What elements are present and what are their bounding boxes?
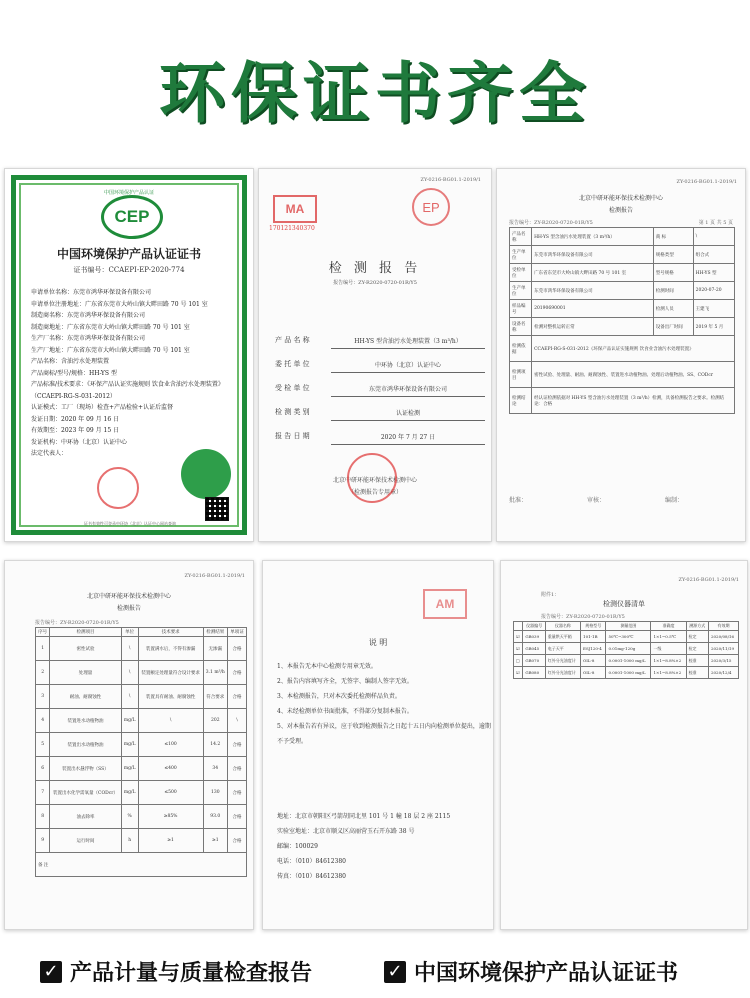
table-cell: OIL-8 <box>581 655 606 667</box>
table-cell: 检测依据 <box>510 336 532 362</box>
note-line: 4、未经检测单位书面批准，不得部分复制本报告。 <box>277 708 413 715</box>
green-emblem-icon <box>181 449 231 499</box>
table-cell: 2020/11/19 <box>708 643 738 655</box>
table-cell: 无渗漏 <box>203 637 228 661</box>
table-cell: 130 <box>203 781 228 805</box>
table-header-cell: 准确度 <box>651 622 686 631</box>
cma-seal-icon: MA <box>273 195 317 223</box>
report-notes-title: 说 明 <box>368 638 388 647</box>
report-cover-field <box>275 373 485 397</box>
table-cell: 0.0001-1000 mg/L <box>606 655 651 667</box>
table-row <box>510 388 735 414</box>
caption-report-text: 产品计量与质量检查报告 <box>70 961 313 986</box>
table-cell: 装置满水后，不得有渗漏 <box>138 637 203 661</box>
certificate-line: 发证机构：中环协（北京）认证中心 <box>31 438 128 446</box>
certificate-sheet <box>4 168 254 542</box>
note-line: 5、对本报告若有异议，应于收到检测报告之日起十五日内向检测单位提出，逾期不予受理。 <box>277 723 491 745</box>
table-cell: \ <box>693 228 734 246</box>
cep-logo-caption: 中国环境保护产品认证 <box>103 190 154 196</box>
table-cell: 东莞市鸿华环保设备有限公司 <box>532 246 654 264</box>
table-cell: 经认证检测依据对 HH-YS 型含油污水处理装置（3 m³/h）检测，具备检测报告之要求。检测结论：合格 <box>532 388 735 414</box>
table-cell: 装置出水动植物油 <box>50 733 121 757</box>
certificate-line: 申请单位名称：东莞市鸿华环保设备有限公司 <box>31 289 152 296</box>
table-cell: 红外分光油度计 <box>545 667 580 679</box>
table-cell: \ <box>228 709 247 733</box>
table-header-cell: 测量范围 <box>606 622 651 631</box>
address-line: 邮编：100029 <box>277 843 318 850</box>
table-cell: 设备出厂时间 <box>653 318 693 336</box>
table-header-cell: 规格型号 <box>581 622 606 631</box>
report-results-org: 北京中研环能环保技术检测中心 <box>86 593 171 600</box>
report-instruments-table <box>513 621 739 679</box>
table-cell: GB070 <box>523 655 545 667</box>
table-cell: ESJ120-4 <box>581 643 606 655</box>
table-row <box>36 853 247 877</box>
check-icon: ✓ <box>40 961 62 983</box>
table-cell: 4 <box>36 709 50 733</box>
table-row <box>510 362 735 388</box>
table-cell: 101-1B <box>581 631 606 643</box>
table-cell: 14.2 <box>203 733 228 757</box>
table-cell: 密性试验、处理量、耐油、耐腐蚀性、装置进水动植物油、处理后动植物油、SS、CODcr <box>532 362 735 388</box>
table-row <box>36 757 247 781</box>
table-cell: 校准 <box>686 655 708 667</box>
table-cell: HH-YS 型含油污水处理装置（3 m³/h） <box>532 228 654 246</box>
table-cell: 处理量 <box>50 661 121 685</box>
table-cell: 2020/08/16 <box>708 631 738 643</box>
certificate-line: 制造商名称：东莞市鸿华环保设备有限公司 <box>31 312 146 319</box>
table-cell: 合格 <box>228 661 247 685</box>
cep-logo: CEP <box>101 195 163 239</box>
table-cell: 检测结论 <box>510 388 532 414</box>
report-cover-footer-sub: （检测报告专用章） <box>347 489 402 496</box>
table-cell: 检测项目 <box>510 362 532 388</box>
certificate-line: （CCAEPI-RG-S-031-2012） <box>31 392 116 400</box>
field-label: 产 品 名 称 <box>275 336 310 344</box>
table-cell: mg/L <box>121 733 138 757</box>
table-cell: 50℃~300℃ <box>606 631 651 643</box>
table-row <box>36 805 247 829</box>
table-header-cell: 单项证 <box>228 628 247 637</box>
page-title: 环保证书齐全 <box>159 55 591 132</box>
table-cell: 1 <box>36 637 50 661</box>
table-header-cell: 检测结果 <box>203 628 228 637</box>
report-instruments-header: ZY-0216-BG01.1-2019/1 <box>678 577 739 583</box>
table-cell: 产品名称 <box>510 228 532 246</box>
table-cell: ≤100 <box>138 733 203 757</box>
table-cell: HH-YS 型 <box>693 264 734 282</box>
field-label: 报 告 日 期 <box>275 432 310 440</box>
table-cell: 合格 <box>228 757 247 781</box>
table-cell: 3 <box>36 685 50 709</box>
table-row <box>510 318 735 336</box>
table-cell: 9 <box>36 829 50 853</box>
report-notes-address <box>277 809 450 884</box>
table-cell: \ <box>121 637 138 661</box>
note-line: 1、本报告无本中心检测专用章无效。 <box>277 663 377 670</box>
address-line: 电话：（010）84612380 <box>277 858 346 865</box>
table-cell: GB045 <box>523 643 545 655</box>
report-summary-title: 检测报告 <box>608 207 633 214</box>
am-seal-icon: AM <box>423 589 467 619</box>
table-row <box>36 637 247 661</box>
table-cell: 6 <box>36 757 50 781</box>
table-cell: 20190690001 <box>532 300 654 318</box>
table-header-row <box>36 628 247 637</box>
report-instruments-title: 检测仪器清单 <box>603 600 645 608</box>
table-cell: 生产单位 <box>510 246 532 264</box>
table-header-cell: 序号 <box>36 628 50 637</box>
report-results-table <box>35 627 247 877</box>
table-cell: % <box>121 805 138 829</box>
table-cell: 3.1 m³/h <box>203 661 228 685</box>
table-cell: 装置出水化学需氧量（CODcr） <box>50 781 121 805</box>
certificate-line: 发证日期：2020 年 09 月 16 日 <box>31 415 120 423</box>
field-value: 2020 年 7 月 27 日 <box>331 432 485 445</box>
table-row <box>36 709 247 733</box>
table-cell: CCAEPI-RG-S-031-2012《环保产品认证实施规则 饮食业含油污水处理装置》 <box>532 336 735 362</box>
report-summary-header: ZY-0216-BG01.1-2019/1 <box>676 179 737 185</box>
table-cell: 商 标 <box>653 228 693 246</box>
table-cell: 2019 年 5 月 <box>693 318 734 336</box>
note-line: 2、报告内容填写齐全，无签字、编制人签字无效。 <box>277 678 413 685</box>
certificate-lines <box>31 287 224 460</box>
certificate-line: 产品名称：含油污水处理装置 <box>31 358 110 365</box>
table-cell: 检测时间 <box>653 282 693 300</box>
table-row <box>36 685 247 709</box>
red-seal-icon <box>97 467 139 509</box>
address-line: 实验室地址：北京市顺义区高丽营玉石开东路 38 号 <box>277 828 415 835</box>
table-cell: 受检单位 <box>510 264 532 282</box>
table-cell: 93.0 <box>203 805 228 829</box>
table-cell: GB080 <box>523 667 545 679</box>
field-label: 委 托 单 位 <box>275 360 310 368</box>
address-line: 地址：北京市朝阳区弓箭胡同北里 101 号 1 幢 18 层 2 座 2115 <box>277 813 451 820</box>
table-cell: 组合式 <box>693 246 734 264</box>
table-row <box>510 300 735 318</box>
table-cell: 7 <box>36 781 50 805</box>
table-cell: mg/L <box>121 709 138 733</box>
table-row <box>510 228 735 246</box>
report-cover-title: 检 测 报 告 <box>328 261 422 276</box>
field-label: 检 测 类 别 <box>275 408 310 416</box>
table-cell: 型号规格 <box>653 264 693 282</box>
table-cell: 装置具有耐油、耐腐蚀性 <box>138 685 203 709</box>
table-cell: 检定 <box>686 643 708 655</box>
table-cell: 设备名称 <box>510 318 532 336</box>
remark-cell: 备 注 <box>36 853 247 877</box>
table-cell: 运行时间 <box>50 829 121 853</box>
table-row <box>514 643 739 655</box>
table-cell: 重量烘天平箱 <box>545 631 580 643</box>
ep-seal-icon <box>411 187 451 227</box>
table-cell: 检定 <box>686 631 708 643</box>
table-cell: 装置进水动植物油 <box>50 709 121 733</box>
caption-certificate <box>384 956 678 987</box>
table-row <box>36 661 247 685</box>
table-header-cell: 仪器名称 <box>545 622 580 631</box>
report-cover-field <box>275 325 485 349</box>
table-row <box>510 264 735 282</box>
table-cell: ≤500 <box>138 781 203 805</box>
table-header-cell: 技术要求 <box>138 628 203 637</box>
report-results-header: ZY-0216-BG01.1-2019/1 <box>184 573 245 579</box>
certificate-title: 中国环境保护产品认证证书 <box>56 247 201 261</box>
table-row <box>510 336 735 362</box>
table-cell: \ <box>121 661 138 685</box>
table-row <box>36 829 247 853</box>
report-instruments-number: 报告编号：ZY-R2020-0720-01R/Y5 <box>541 614 625 620</box>
table-cell: 合格 <box>228 733 247 757</box>
table-cell: 耐油、耐腐蚀性 <box>50 685 121 709</box>
table-cell: 检测对整机运转正常 <box>532 318 654 336</box>
caption-certificate-text: 中国环境保护产品认证证书 <box>414 961 679 986</box>
table-cell: mg/L <box>121 781 138 805</box>
table-cell: 油去除率 <box>50 805 121 829</box>
sign-review: 审核： <box>587 497 606 504</box>
report-cover-field <box>275 397 485 421</box>
table-header-row <box>514 622 739 631</box>
table-row <box>514 631 739 643</box>
table-row <box>514 655 739 667</box>
table-cell: 0.01mg-120g <box>606 643 651 655</box>
table-cell: 符合要求 <box>203 685 228 709</box>
table-cell: ≥85% <box>138 805 203 829</box>
caption-report <box>40 956 312 987</box>
svg-text:EP: EP <box>422 200 440 215</box>
certificate-line: 产品商标/型号/规格：HH-YS 型 <box>31 369 117 377</box>
report-summary-number: 报告编号：ZY-R2020-0720-01R/Y5 <box>509 220 593 226</box>
sign-write: 编制： <box>665 497 684 504</box>
table-cell: 合格 <box>228 805 247 829</box>
report-seal-icon <box>347 453 397 503</box>
table-cell: 检测人员 <box>653 300 693 318</box>
note-line: 3、本检测报告，只对本次委托检测样品负责。 <box>277 693 401 700</box>
qr-code-icon <box>205 497 229 521</box>
certificate-line: 法定代表人： <box>31 450 68 457</box>
certificate-line: 制造商地址：广东省东莞市大岭山镇大畔田路 70 号 101 室 <box>31 323 190 331</box>
report-cover-header: ZY-0216-BG01.1-2019/1 <box>420 177 481 183</box>
table-header-cell <box>514 622 523 631</box>
report-cover-field <box>275 349 485 373</box>
table-cell: 东莞市鸿华环保设备有限公司 <box>532 282 654 300</box>
table-cell: GB039 <box>523 631 545 643</box>
table-cell: 2020/12/4 <box>708 667 738 679</box>
cma-number: 170121340370 <box>269 225 315 232</box>
table-cell: 1×1~8.8%×2 <box>651 667 686 679</box>
report-results-title: 检测报告 <box>116 605 141 612</box>
table-row <box>510 246 735 264</box>
table-cell: OIL-8 <box>581 667 606 679</box>
certificate-line: 生产厂名称：东莞市鸿华环保设备有限公司 <box>31 335 146 342</box>
report-cover-field <box>275 421 485 445</box>
table-cell: 合格 <box>228 637 247 661</box>
field-value: 认证检测 <box>331 408 485 421</box>
table-cell: 8 <box>36 805 50 829</box>
report-cover-fields <box>275 325 485 445</box>
table-cell: 合格 <box>228 781 247 805</box>
table-cell: 5 <box>36 733 50 757</box>
table-cell: ≤400 <box>138 757 203 781</box>
report-results-sheet <box>4 560 254 930</box>
table-cell: \ <box>138 709 203 733</box>
table-cell: 合格 <box>228 685 247 709</box>
field-value: HH-YS 型含油污水处理装置（3 m³/h） <box>331 336 485 349</box>
table-cell: 202 <box>203 709 228 733</box>
table-cell: 红外分光油度计 <box>545 655 580 667</box>
report-notes-list <box>277 659 493 749</box>
table-cell: \ <box>121 685 138 709</box>
table-cell: 密性试验 <box>50 637 121 661</box>
certificate-footer: 证书有效性可登录中环协（北京）认证中心网站查询 <box>84 521 176 526</box>
report-notes-sheet <box>262 560 494 930</box>
certificate-line: 产品标准/技术要求：《环保产品认证实施规则 饮食业含油污水处理装置》 <box>31 381 224 388</box>
report-cover-number: 报告编号：ZY-R2020-0720-01R/Y5 <box>333 280 417 286</box>
report-summary-sheet <box>496 168 746 542</box>
table-cell: 一级 <box>651 643 686 655</box>
table-row <box>510 282 735 300</box>
table-cell: 0.0001-1000 mg/L <box>606 667 651 679</box>
sign-approve: 批准： <box>509 497 528 504</box>
field-value: 中环协（北京）认证中心 <box>331 360 485 373</box>
table-header-cell: 仪器编号 <box>523 622 545 631</box>
table-cell: 2020/3/15 <box>708 655 738 667</box>
table-cell: 电子天平 <box>545 643 580 655</box>
report-cover-sheet <box>258 168 492 542</box>
table-cell: 34 <box>203 757 228 781</box>
table-cell: 校准 <box>686 667 708 679</box>
table-header-cell: 有效期 <box>708 622 738 631</box>
report-instruments-annex: 附件1： <box>541 592 560 598</box>
table-row <box>36 733 247 757</box>
field-label: 受 检 单 位 <box>275 384 310 392</box>
report-results-number: 报告编号：ZY-R2020-0720-01R/Y5 <box>35 620 119 626</box>
certificate-line: 生产厂地址：广东省东莞市大岭山镇大畔田路 70 号 101 室 <box>31 346 190 354</box>
table-cell: h <box>121 829 138 853</box>
certificate-line: 申请单位注册地址：广东省东莞市大岭山镇大畔田路 70 号 101 室 <box>31 300 208 308</box>
certificate-line: 认证模式：工厂（现场）检查+产品检验+认证后监督 <box>31 404 174 411</box>
table-cell: mg/L <box>121 757 138 781</box>
table-cell: 2 <box>36 661 50 685</box>
report-summary-org: 北京中研环能环保技术检测中心 <box>578 195 663 202</box>
table-cell: 装置额定处理量符合设计要求 <box>138 661 203 685</box>
table-cell: □ <box>514 655 523 667</box>
check-icon: ✓ <box>384 961 406 983</box>
table-cell: 装置出水悬浮物（SS） <box>50 757 121 781</box>
table-cell: ☑ <box>514 667 523 679</box>
table-cell: ≥1 <box>203 829 228 853</box>
table-cell: 1×1~0.5℃ <box>651 631 686 643</box>
table-header-cell: 检测项目 <box>50 628 121 637</box>
report-instruments-sheet <box>500 560 748 930</box>
table-cell: ☑ <box>514 643 523 655</box>
table-cell: 合格 <box>228 829 247 853</box>
table-cell: ☑ <box>514 631 523 643</box>
table-cell: 广东省东莞市大岭山镇大畔田路 70 号 101 室 <box>532 264 654 282</box>
table-cell: 样品编号 <box>510 300 532 318</box>
table-cell: 1×1~8.8%×2 <box>651 655 686 667</box>
report-summary-page: 第 1 页 共 5 页 <box>698 220 733 226</box>
table-row <box>36 781 247 805</box>
table-cell: 2020-07-20 <box>693 282 734 300</box>
certificate-number: 证书编号：CCAEPI-EP-2020-774 <box>73 266 185 274</box>
field-value: 东莞市鸿华环保设备有限公司 <box>331 384 485 397</box>
table-cell: 生产单位 <box>510 282 532 300</box>
address-line: 传真：（010）84612380 <box>277 873 346 880</box>
table-cell: 王建飞 <box>693 300 734 318</box>
certificate-line: 有效期至：2023 年 09 月 15 日 <box>31 427 120 434</box>
table-header-cell: 溯源方式 <box>686 622 708 631</box>
table-cell: ≥1 <box>138 829 203 853</box>
report-summary-table <box>509 227 735 414</box>
table-header-cell: 单位 <box>121 628 138 637</box>
table-cell: 规格类型 <box>653 246 693 264</box>
report-cover-footer: 北京中研环能环保技术检测中心 <box>332 477 417 484</box>
table-row <box>514 667 739 679</box>
